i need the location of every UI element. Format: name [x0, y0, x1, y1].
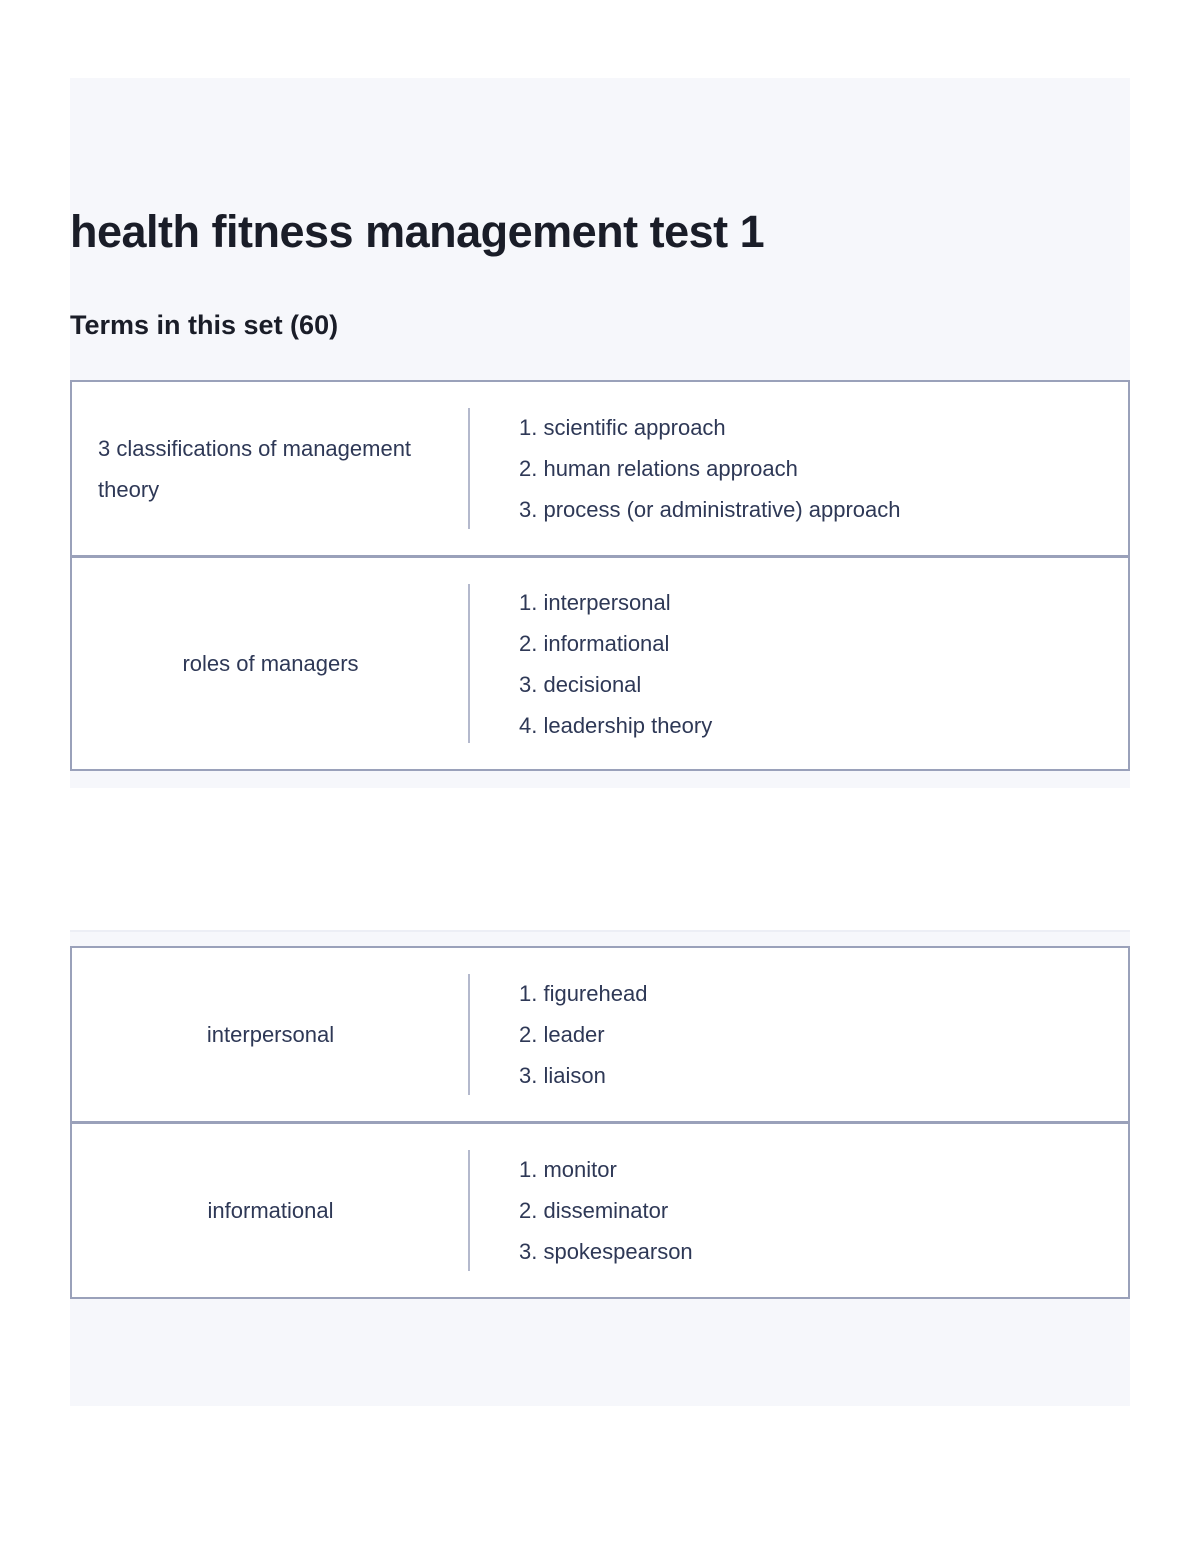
- definition-line: 2. informational: [519, 630, 670, 656]
- definition-line: 1. monitor: [519, 1157, 617, 1182]
- term-card-list: [70, 946, 1130, 1299]
- terms-count-heading: Terms in this set (60): [70, 310, 339, 340]
- card-divider: [468, 408, 470, 529]
- term-card-list: [70, 380, 1130, 771]
- card-divider: [468, 974, 470, 1095]
- definition-line: 2. leader: [519, 1022, 605, 1047]
- definition-line: 1. scientific approach: [519, 415, 726, 440]
- definition-line: 3. process (or administrative) approach: [519, 497, 901, 522]
- card-divider: [468, 584, 470, 743]
- term-card[interactable]: [72, 555, 1128, 769]
- term-card[interactable]: [72, 948, 1128, 1121]
- definition-line: 2. disseminator: [519, 1198, 669, 1223]
- card-definition: [469, 973, 647, 1096]
- definition-line: 3. decisional: [519, 671, 642, 697]
- page-two-panel: [70, 930, 1130, 1406]
- page-one-panel: [70, 78, 1130, 788]
- card-term: 3 classifications of management theory: [98, 435, 412, 502]
- definition-line: 3. liaison: [519, 1063, 606, 1088]
- card-divider: [468, 1150, 470, 1271]
- card-term: interpersonal: [206, 1022, 335, 1047]
- card-definition: [469, 407, 901, 530]
- definition-line: 1. figurehead: [519, 981, 648, 1006]
- term-card[interactable]: [72, 382, 1128, 555]
- card-term: roles of managers: [182, 651, 359, 676]
- definition-line: 4. leadership theory: [519, 712, 713, 738]
- definition-line: 2. human relations approach: [519, 456, 798, 481]
- card-definition: [469, 1149, 693, 1272]
- card-definition: [469, 582, 712, 746]
- term-card[interactable]: [72, 1121, 1128, 1297]
- definition-line: 3. spokespearson: [519, 1239, 693, 1264]
- definition-line: 1. interpersonal: [519, 589, 671, 615]
- set-title: health fitness management test 1: [70, 206, 765, 257]
- card-term: informational: [207, 1198, 334, 1223]
